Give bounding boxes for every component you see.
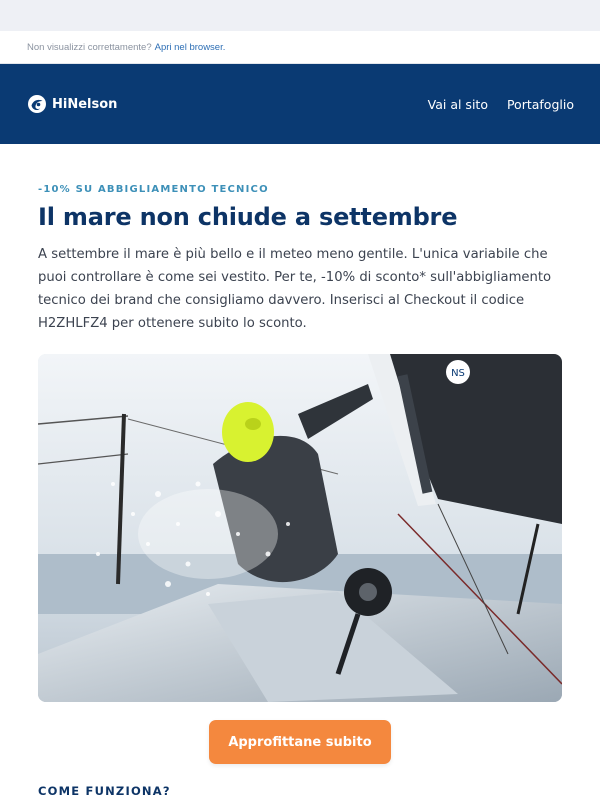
brand-logo[interactable] [27, 94, 117, 114]
preheader-text: Non visualizzi correttamente? [27, 41, 152, 53]
header-nav [428, 97, 574, 112]
how-it-works-heading: COME FUNZIONA? [38, 784, 171, 798]
cta-button[interactable]: Approfittane subito [209, 720, 391, 764]
promo-kicker: -10% SU ABBIGLIAMENTO TECNICO [38, 184, 269, 195]
promo-paragraph: A settembre il mare è più bello e il meteo meno gentile. L'unica variabile che puoi controllare è come sei vestito. Per te, -10% di sconto* sull'abbigliamento tecnico dei brand che consigliamo davvero. Inserisci al Checkout il codice H2ZHLFZ4 per ottenere subito lo sconto. [38, 247, 552, 331]
open-in-browser-link[interactable]: Apri nel browser. [154, 41, 226, 53]
top-strip [0, 0, 600, 31]
nav-link-site[interactable]: Vai al sito [427, 96, 488, 112]
page-title: Il mare non chiude a settembre [38, 203, 458, 231]
sailing-photo-icon [38, 354, 562, 702]
hero-image[interactable] [38, 354, 562, 702]
preheader [0, 31, 600, 64]
email-header [0, 64, 600, 144]
brand-name: HiNelson [52, 96, 118, 112]
sail-logo-text: NS [451, 368, 465, 379]
nav-link-portfolio[interactable]: Portafoglio [506, 96, 574, 112]
email-content [0, 144, 600, 800]
compass-logo-icon [27, 94, 47, 114]
